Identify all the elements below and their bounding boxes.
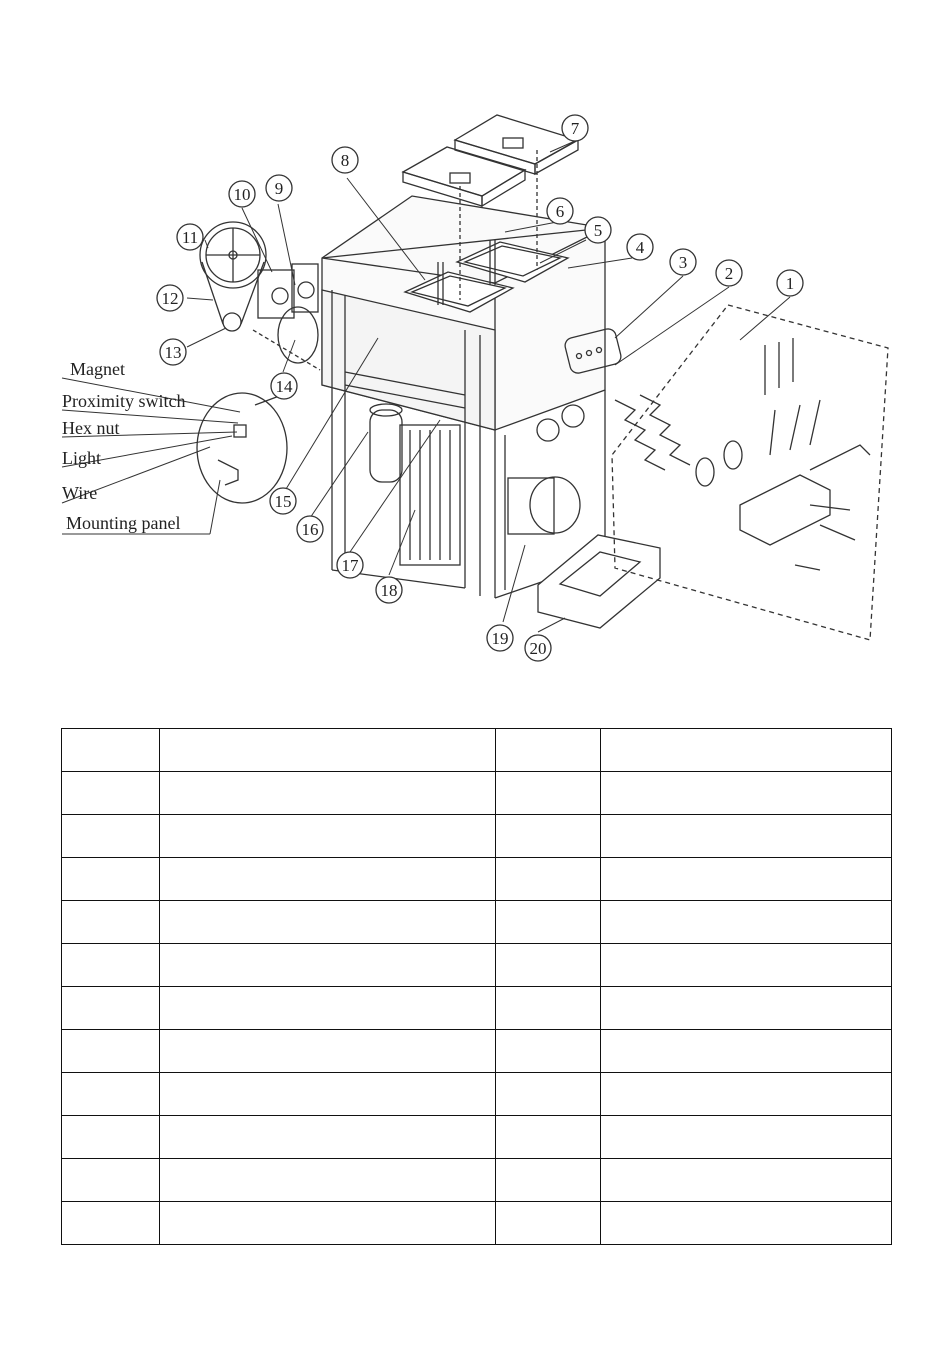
- callout-number: 2: [724, 264, 734, 283]
- table-cell: [496, 815, 601, 858]
- table-cell: [62, 987, 160, 1030]
- callout-number: 3: [678, 253, 688, 272]
- callout-number: 11: [181, 228, 199, 247]
- table-row: [62, 944, 892, 987]
- table-row: [62, 1202, 892, 1245]
- callout-number: 18: [380, 581, 398, 600]
- table-cell: [62, 901, 160, 944]
- table-cell: [601, 858, 892, 901]
- parts-table: [61, 728, 892, 1245]
- table-cell: [601, 772, 892, 815]
- table-cell: [496, 1116, 601, 1159]
- side-label-wire: Wire: [62, 483, 98, 503]
- table-row: [62, 815, 892, 858]
- machine-body: [322, 196, 660, 628]
- table-cell: [160, 1073, 496, 1116]
- table-row: [62, 729, 892, 772]
- table-cell: [496, 858, 601, 901]
- table-cell: [160, 1030, 496, 1073]
- callout-number: 17: [341, 556, 359, 575]
- side-label-mounting-panel: Mounting panel: [66, 513, 181, 533]
- table-row: [62, 1073, 892, 1116]
- table-cell: [496, 772, 601, 815]
- callout-number: 10: [233, 185, 251, 204]
- table-cell: [496, 987, 601, 1030]
- callout-number: 16: [301, 520, 319, 539]
- table-cell: [601, 901, 892, 944]
- table-row: [62, 1116, 892, 1159]
- table-row: [62, 901, 892, 944]
- callout-number: 1: [785, 274, 795, 293]
- table-cell: [160, 944, 496, 987]
- table-cell: [160, 815, 496, 858]
- table-cell: [160, 1116, 496, 1159]
- table-cell: [601, 815, 892, 858]
- table-cell: [62, 858, 160, 901]
- table-cell: [496, 1159, 601, 1202]
- table-cell: [496, 1202, 601, 1245]
- table-cell: [160, 729, 496, 772]
- table-row: [62, 858, 892, 901]
- table-cell: [62, 729, 160, 772]
- table-cell: [601, 729, 892, 772]
- table-cell: [62, 1073, 160, 1116]
- side-label-proximity-switch: Proximity switch: [62, 391, 186, 411]
- table-cell: [601, 987, 892, 1030]
- table-cell: [496, 1030, 601, 1073]
- table-cell: [62, 815, 160, 858]
- belt-drive: [200, 222, 320, 370]
- dispenser-assembly: [612, 305, 888, 640]
- table-cell: [601, 1073, 892, 1116]
- table-cell: [496, 729, 601, 772]
- side-label-magnet: Magnet: [70, 359, 125, 379]
- callout-number: 6: [555, 202, 565, 221]
- table-cell: [601, 1030, 892, 1073]
- side-label-hex-nut: Hex nut: [62, 418, 120, 438]
- table-cell: [160, 772, 496, 815]
- callout-number: 5: [593, 221, 603, 240]
- callout-number: 12: [161, 289, 179, 308]
- table-cell: [601, 1202, 892, 1245]
- callout-number: 14: [275, 377, 293, 396]
- callout-number: 15: [274, 492, 292, 511]
- table-cell: [496, 944, 601, 987]
- table-cell: [601, 1116, 892, 1159]
- callout-number: 19: [491, 629, 509, 648]
- table-cell: [601, 944, 892, 987]
- table-cell: [160, 1159, 496, 1202]
- table-cell: [160, 901, 496, 944]
- callout-number: 8: [340, 151, 350, 170]
- table-cell: [601, 1159, 892, 1202]
- table-cell: [62, 944, 160, 987]
- table-cell: [62, 1030, 160, 1073]
- callout-number: 13: [164, 343, 182, 362]
- table-row: [62, 987, 892, 1030]
- table-cell: [160, 858, 496, 901]
- table-cell: [160, 987, 496, 1030]
- callout-number: 9: [274, 179, 284, 198]
- table-row: [62, 1159, 892, 1202]
- callout-number: 4: [635, 238, 645, 257]
- table-cell: [62, 1116, 160, 1159]
- table-cell: [160, 1202, 496, 1245]
- table-cell: [62, 1159, 160, 1202]
- table-cell: [496, 901, 601, 944]
- table-cell: [62, 772, 160, 815]
- table-cell: [62, 1202, 160, 1245]
- table-cell: [496, 1073, 601, 1116]
- table-row: [62, 1030, 892, 1073]
- table-row: [62, 772, 892, 815]
- callout-number: 20: [529, 639, 547, 658]
- callout-number: 7: [570, 119, 580, 138]
- side-label-light: Light: [62, 448, 101, 468]
- proximity-switch-detail: [197, 307, 318, 503]
